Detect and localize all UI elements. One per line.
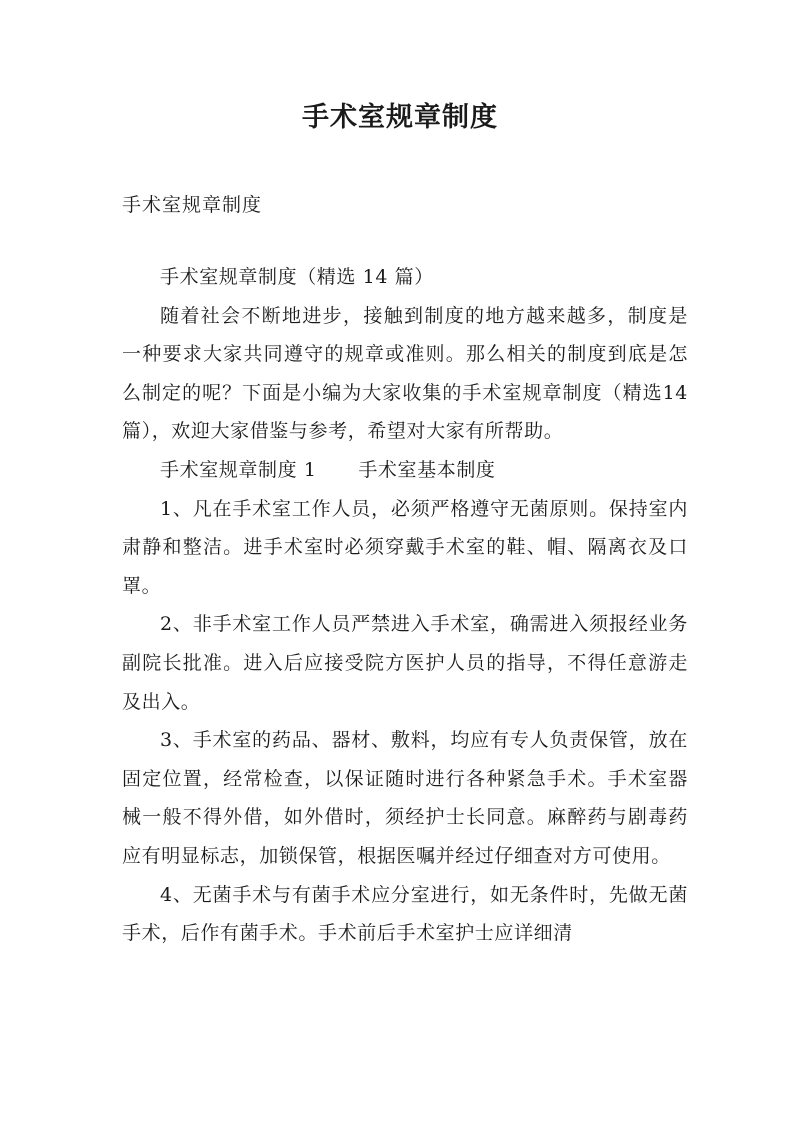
selection-title: 手术室规章制度（精选 14 篇） bbox=[160, 266, 434, 288]
document-subtitle: 手术室规章制度 bbox=[122, 194, 263, 216]
document-title: 手术室规章制度 bbox=[302, 102, 498, 133]
rule-paragraph: 3、手术室的药品、器材、敷料，均应有专人负责保管，放在固定位置，经常检查，以保证随时进行各种紧急手术。手术室器械一般不得外借，如外借时，须经护士长同意。麻醉药与剧毒药应有明显标志，加锁保管，根据医嘱并经过仔细查对方可使用。 bbox=[122, 729, 688, 867]
rule-paragraph: 2、非手术室工作人员严禁进入手术室，确需进入须报经业务副院长批准。进入后应接受院方医护人员的指导，不得任意游走及出入。 bbox=[122, 613, 688, 713]
document-body bbox=[122, 258, 688, 953]
rule-paragraph: 1、凡在手术室工作人员，必须严格遵守无菌原则。保持室内肃静和整洁。进手术室时必须穿戴手术室的鞋、帽、隔离衣及口罩。 bbox=[122, 497, 688, 597]
section-name: 手术室基本制度 bbox=[358, 458, 496, 481]
section-number: 手术室规章制度 1 bbox=[160, 458, 317, 481]
section-heading bbox=[122, 451, 688, 490]
rule-paragraph: 4、无菌手术与有菌手术应分室进行，如无条件时，先做无菌手术，后作有菌手术。手术前后手术室护士应详细清 bbox=[122, 883, 688, 945]
intro-paragraph: 随着社会不断地进步，接触到制度的地方越来越多，制度是一种要求大家共同遵守的规章或准则。那么相关的制度到底是怎么制定的呢？下面是小编为大家收集的手术室规章制度（精选14 篇），欢迎大家借鉴与参考，希望对大家有所帮助。 bbox=[122, 304, 688, 443]
